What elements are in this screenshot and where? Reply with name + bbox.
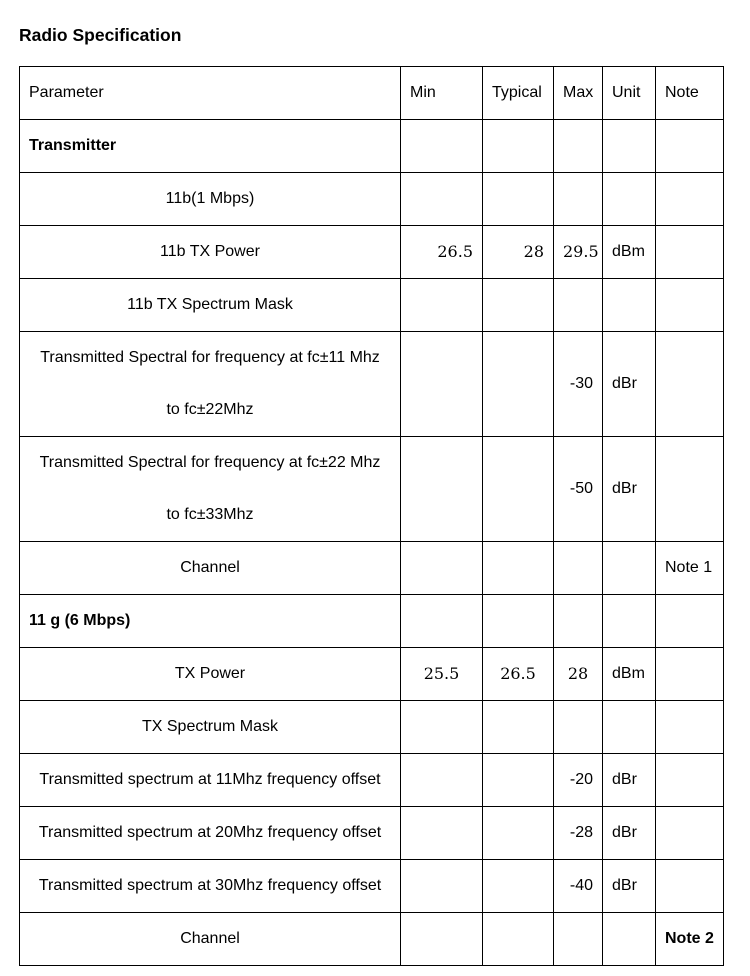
table-row [20, 279, 724, 332]
table-row [20, 913, 724, 966]
parameter-line-1: Transmitted Spectral for frequency at fc±22 Mhz [39, 454, 381, 471]
cell-parameter [20, 437, 401, 542]
cell-min [401, 173, 483, 226]
cell-min: 25.5 [401, 648, 483, 701]
cell-unit: dBm [603, 226, 656, 279]
table-row [20, 860, 724, 913]
cell-note [656, 437, 724, 542]
cell-typical [483, 860, 554, 913]
cell-min [401, 332, 483, 437]
cell-parameter: 11b TX Power [20, 226, 401, 279]
cell-max [554, 279, 603, 332]
table-row [20, 173, 724, 226]
cell-max [554, 120, 603, 173]
table-row [20, 595, 724, 648]
cell-max [554, 173, 603, 226]
cell-min [401, 860, 483, 913]
cell-unit [603, 913, 656, 966]
cell-unit [603, 279, 656, 332]
parameter-line-2: to fc±22Mhz [166, 401, 254, 418]
cell-parameter: Channel [20, 542, 401, 595]
cell-typical [483, 754, 554, 807]
cell-note [656, 226, 724, 279]
header-typical: Typical [483, 67, 554, 120]
cell-unit: dBr [603, 807, 656, 860]
table-row [20, 332, 724, 437]
table-row [20, 120, 724, 173]
cell-unit [603, 595, 656, 648]
cell-typical [483, 332, 554, 437]
cell-note [656, 173, 724, 226]
cell-min [401, 701, 483, 754]
cell-note: Note 1 [656, 542, 724, 595]
table-row [20, 437, 724, 542]
cell-typical [483, 913, 554, 966]
cell-max: -20 [554, 754, 603, 807]
cell-parameter: Transmitted spectrum at 30Mhz frequency offset [20, 860, 401, 913]
cell-typical [483, 173, 554, 226]
cell-min: 26.5 [401, 226, 483, 279]
cell-typical [483, 542, 554, 595]
cell-typical [483, 807, 554, 860]
cell-note [656, 860, 724, 913]
cell-max [554, 701, 603, 754]
cell-min [401, 542, 483, 595]
cell-min [401, 595, 483, 648]
cell-note [656, 279, 724, 332]
cell-note: Note 2 [656, 913, 724, 966]
cell-parameter: Channel [20, 913, 401, 966]
cell-note [656, 595, 724, 648]
table-row [20, 226, 724, 279]
table-row [20, 754, 724, 807]
cell-parameter: 11b(1 Mbps) [20, 173, 401, 226]
cell-typical: 26.5 [483, 648, 554, 701]
cell-unit [603, 542, 656, 595]
cell-unit: dBr [603, 754, 656, 807]
cell-typical [483, 701, 554, 754]
cell-parameter: Transmitted spectrum at 11Mhz frequency offset [20, 754, 401, 807]
cell-unit: dBr [603, 860, 656, 913]
cell-min [401, 913, 483, 966]
cell-max [554, 542, 603, 595]
page-title: Radio Specification [19, 25, 182, 45]
cell-typical: 28 [483, 226, 554, 279]
cell-parameter [20, 332, 401, 437]
parameter-line-2: to fc±33Mhz [166, 506, 254, 523]
cell-min [401, 279, 483, 332]
cell-max: -30 [554, 332, 603, 437]
table-row [20, 542, 724, 595]
cell-typical [483, 120, 554, 173]
table-header-row [20, 67, 724, 120]
cell-parameter: 11b TX Spectrum Mask [20, 279, 401, 332]
cell-note [656, 648, 724, 701]
cell-max: 29.5 [554, 226, 603, 279]
cell-max [554, 595, 603, 648]
cell-max: -28 [554, 807, 603, 860]
cell-min [401, 754, 483, 807]
cell-max [554, 913, 603, 966]
cell-max: -40 [554, 860, 603, 913]
cell-typical [483, 279, 554, 332]
table-row [20, 648, 724, 701]
header-max: Max [554, 67, 603, 120]
cell-note [656, 332, 724, 437]
table-row [20, 701, 724, 754]
cell-unit [603, 120, 656, 173]
cell-max: -50 [554, 437, 603, 542]
cell-unit [603, 173, 656, 226]
section-11g: 11 g (6 Mbps) [20, 595, 401, 648]
parameter-line-1: Transmitted Spectral for frequency at fc±11 Mhz [40, 349, 380, 366]
header-min: Min [401, 67, 483, 120]
cell-unit: dBm [603, 648, 656, 701]
cell-parameter: TX Power [20, 648, 401, 701]
cell-min [401, 120, 483, 173]
header-parameter: Parameter [20, 67, 401, 120]
cell-unit: dBr [603, 332, 656, 437]
radio-spec-table [19, 66, 724, 966]
cell-typical [483, 595, 554, 648]
cell-note [656, 701, 724, 754]
cell-parameter: TX Spectrum Mask [20, 701, 401, 754]
cell-note [656, 120, 724, 173]
header-note: Note [656, 67, 724, 120]
table-row [20, 807, 724, 860]
cell-min [401, 437, 483, 542]
header-unit: Unit [603, 67, 656, 120]
cell-unit: dBr [603, 437, 656, 542]
cell-note [656, 754, 724, 807]
cell-unit [603, 701, 656, 754]
cell-parameter: Transmitted spectrum at 20Mhz frequency offset [20, 807, 401, 860]
cell-note [656, 807, 724, 860]
cell-min [401, 807, 483, 860]
cell-typical [483, 437, 554, 542]
section-transmitter: Transmitter [20, 120, 401, 173]
cell-max: 28 [554, 648, 603, 701]
